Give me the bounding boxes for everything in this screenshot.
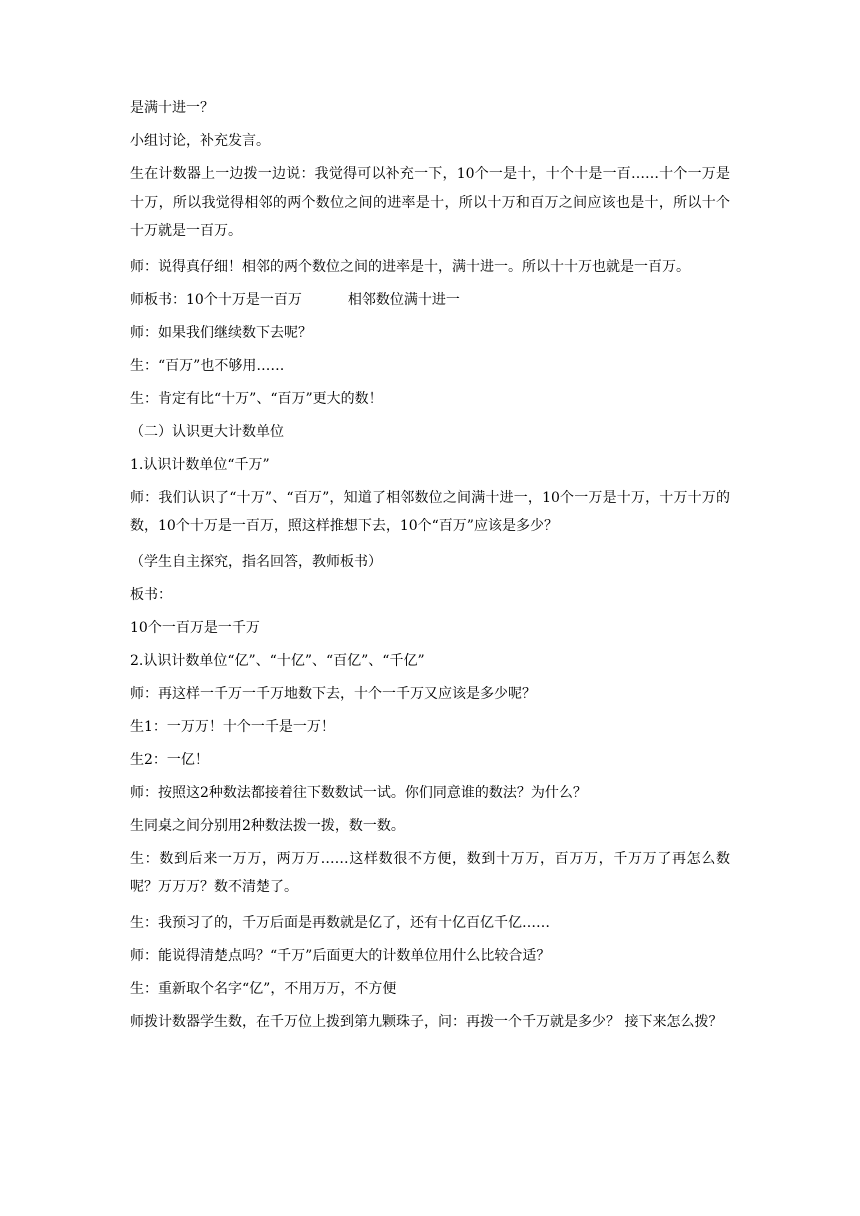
text-line: 生：重新取个名字“亿”，不用万万，不方便 [130, 980, 397, 997]
subsection-heading: 2.认识计数单位“亿”、“十亿”、“百亿”、“千亿” [130, 652, 425, 669]
text-line: 师：再这样一千万一千万地数下去，十个一千万又应该是多少呢？ [130, 685, 536, 702]
text-line: 是满十进一？ [130, 100, 214, 116]
text-line: 生同桌之间分别用2种数法拨一拨，数一数。 [130, 817, 405, 834]
subsection-heading: 1.认识计数单位“千万” [130, 456, 270, 473]
section-heading: （二）认识更大计数单位 [130, 423, 284, 440]
text-line: （学生自主探究，指名回答，教师板书） [130, 553, 382, 570]
paragraph: 师：我们认识了“十万”、“百万”，知道了相邻数位之间满十进一，10个一万是十万，十万十万的数，10个十万是一百万，照这样推想下去，10个“百万”应该是多少？ [130, 489, 730, 534]
text-line: 10个一百万是一千万 [130, 619, 260, 636]
text-line: 生1：一万万！十个一千是一万！ [130, 718, 335, 735]
text-line: 师：能说得清楚点吗？“千万”后面更大的计数单位用什么比较合适？ [130, 947, 551, 964]
text-line: 小组讨论，补充发言。 [130, 133, 270, 149]
board-writing-line [130, 289, 730, 312]
paragraph: 生在计数器上一边拨一边说：我觉得可以补充一下，10个一是十，十个十是一百……十个一万是十万，所以我觉得相邻的两个数位之间的进率是十，所以十万和百万之间应该也是十，所以十个十万就是一百万。 [130, 166, 730, 239]
board-writing-right: 相邻数位满十进一 [347, 291, 460, 308]
text-line: 师：如果我们继续数下去呢？ [130, 324, 312, 341]
text-line: 板书： [130, 586, 172, 603]
paragraph: 师拨计数器学生数，在千万位上拨到第九颗珠子，问：再拨一个千万就是多少？ 接下来怎么拨？ [130, 1013, 723, 1030]
text-line: 生：我预习了的，千万后面是再数就是亿了，还有十亿百亿千亿…… [130, 914, 550, 931]
text-line: 生：“百万”也不够用…… [130, 357, 285, 374]
board-writing-left: 师板书：10个十万是一百万 [130, 291, 302, 308]
document-page [130, 97, 730, 1046]
text-line: 师：说得真仔细！相邻的两个数位之间的进率是十，满十进一。所以十十万也就是一百万。 [130, 258, 690, 275]
text-line: 生2：一亿！ [130, 751, 209, 768]
text-line: 师：按照这2种数法都接着往下数数试一试。你们同意谁的数法？为什么？ [130, 784, 587, 801]
text-line: 生：肯定有比“十万”、“百万”更大的数！ [130, 390, 383, 407]
paragraph: 生：数到后来一万万，两万万……这样数很不方便，数到十万万，百万万，千万万了再怎么数呢？万万万？数不清楚了。 [130, 850, 730, 895]
